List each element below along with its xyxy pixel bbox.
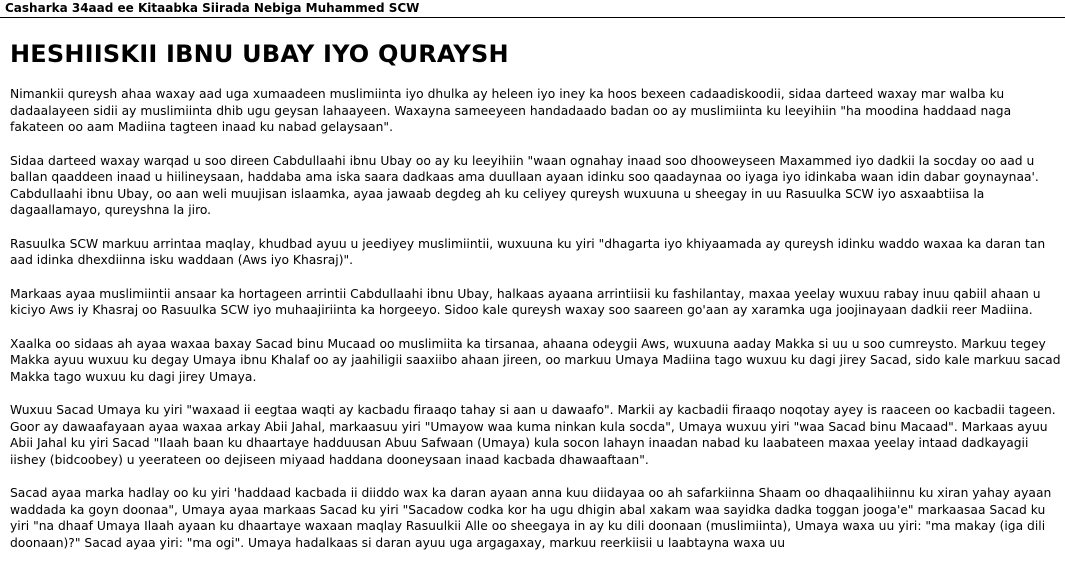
article-paragraph: Nimankii qureysh ahaa waxay aad uga xumaadeen muslimiinta iyo dhulka ay heleen iyo iney ka hoos bexeen cadaadiskoodii, sidaa darteed waxay mar walba ku dadaalayeen sidii ay muslimiinta dhib ugu geysan lahaayeen. Waxayna sameeyeen handadaado badan oo ay muslimiinta ku leeyihiin "ha moodina haddaad naga fakateen oo aam Madiina tagteen inaad ku nabad gelaysaan".	[10, 87, 1012, 134]
article-paragraph: Markaas ayaa muslimiintii ansaar ka hortageen arrintii Cabdullaahi ibnu Ubay, halkaas ayaana arrintiisii ku fashilantay, maxaa yeelay wuxuu rabay inuu qabiil ahaan u kiciyo Aws iy Khasraj oo Rasuulka SCW iyo muhaajiriinta ka horgeeyo. Sidoo kale qureysh waxay soo saareen go'aan ay xaramka uga joojinayaan dadkii reer Madiina.	[10, 286, 1041, 317]
article-paragraph: Xaalka oo sidaas ah ayaa waxaa baxay Sacad binu Mucaad oo muslimiita ka tirsanaa, ahaana odeygii Aws, wuxuuna aaday Makka si uu u soo cumreysto. Markuu tegey Makka ayuu wuxuu ku degay Umaya ibnu Khalaf oo ay jaahiligii saaxiibo ahaan jireen, oo markuu Umaya Madiina tago wuxuu ku dagi jirey Sacad, sido kale markuu sacad Makka tago wuxuu ku dagi jirey Umaya.	[10, 336, 1061, 384]
page-title: HESHIISKII IBNU UBAY IYO QURAYSH	[10, 40, 509, 68]
article-paragraph: Sidaa darteed waxay warqad u soo direen Cabdullaahi ibnu Ubay oo ay ku leeyihiin "waan ognahay inaad soo dhooweyseen Maxammed iyo dadkii la socday oo aad u ballan qaaddeen inaad u hiilineysaan, haddaba ama iska saara dadkaas ama duullaan ayaan idinku soo qaadaynaa oo iyaga iyo idinkaba waan idin dabar goynaynaa'. Cabdullaahi ibnu Ubay, oo aan weli muujisan islaamka, ayaa jawaab degdeg ah ku celiyey qureysh wuxuuna u sheegay in uu Rasuulka SCW iyo asxaabtiisa la dagaallamayo, qureyshna la jiro.	[10, 153, 1039, 217]
article-content[interactable]	[10, 18, 1062, 569]
article-paragraph: Rasuulka SCW markuu arrintaa maqlay, khudbad ayuu u jeediyey muslimiintii, wuxuuna ku yiri "dhagarta iyo khiyaamada ay qureysh idinku waddo waxaa ka daran tan aad idinka dhexdiinna isku waddaan (Aws iyo Khasraj)".	[10, 236, 1046, 267]
article-paragraph: Sacad ayaa marka hadlay oo ku yiri 'haddaad kacbada ii diiddo wax ka daran ayaan anna kuu diidayaa oo ah safarkiinna Shaam oo dhaqaalihiinnu ku xiran yahay ayaan waddada ka goyn doonaa", Umaya ayaa markaas Sacad ku yiri "Sacadow codka kor ha ugu dhigin abal xakam waa sayidka dadka toggan jooga'e" markaasaa Sacad ku yiri "na dhaaf Umaya Ilaah ayaan ku dhaartaye waxaan maqlay Rasuulkii Alle oo sheegaya in ay ku dili doonaan (muslimiinta), Umaya waxa uu yiri: "ma makay (iga dili doonaan)?" Sacad ayaa yiri: "ma ogi". Umaya hadalkaas si daran ayuu uga argagaxay, markuu reerkiisii u laabtayna waxa uu	[10, 486, 1052, 550]
document-header-title: Casharka 34aad ee Kitaabka Siirada Nebiga Muhammed SCW	[5, 1, 420, 15]
window-header	[0, 0, 1065, 18]
article-paragraph: Wuxuu Sacad Umaya ku yiri "waxaad ii eegtaa waqti ay kacbadu firaaqo tahay si aan u dawaafo". Markii ay kacbadii firaaqo noqotay ayey is raaceen oo kacbadii tageen. Goor ay dawaafayaan ayaa waxaa arkay Abii Jahal, markaasuu yiri "Umayow waa kuma ninkan kula socda", Umaya wuxuu yiri "waa Sacad binu Macaad". Markaas ayuu Abii Jahal ku yiri Sacad "Ilaah baan ku dhaartaye hadduusan Abuu Safwaan (Umaya) kula socon lahayn inaadan nabad ku laabateen maxaa yeelay intaad dadkayagii iishey (bidcoobey) u yeerateen oo dejiseen miyaad haddana dooneysaan inaad kacbada dhawaaftaan".	[10, 403, 1056, 467]
